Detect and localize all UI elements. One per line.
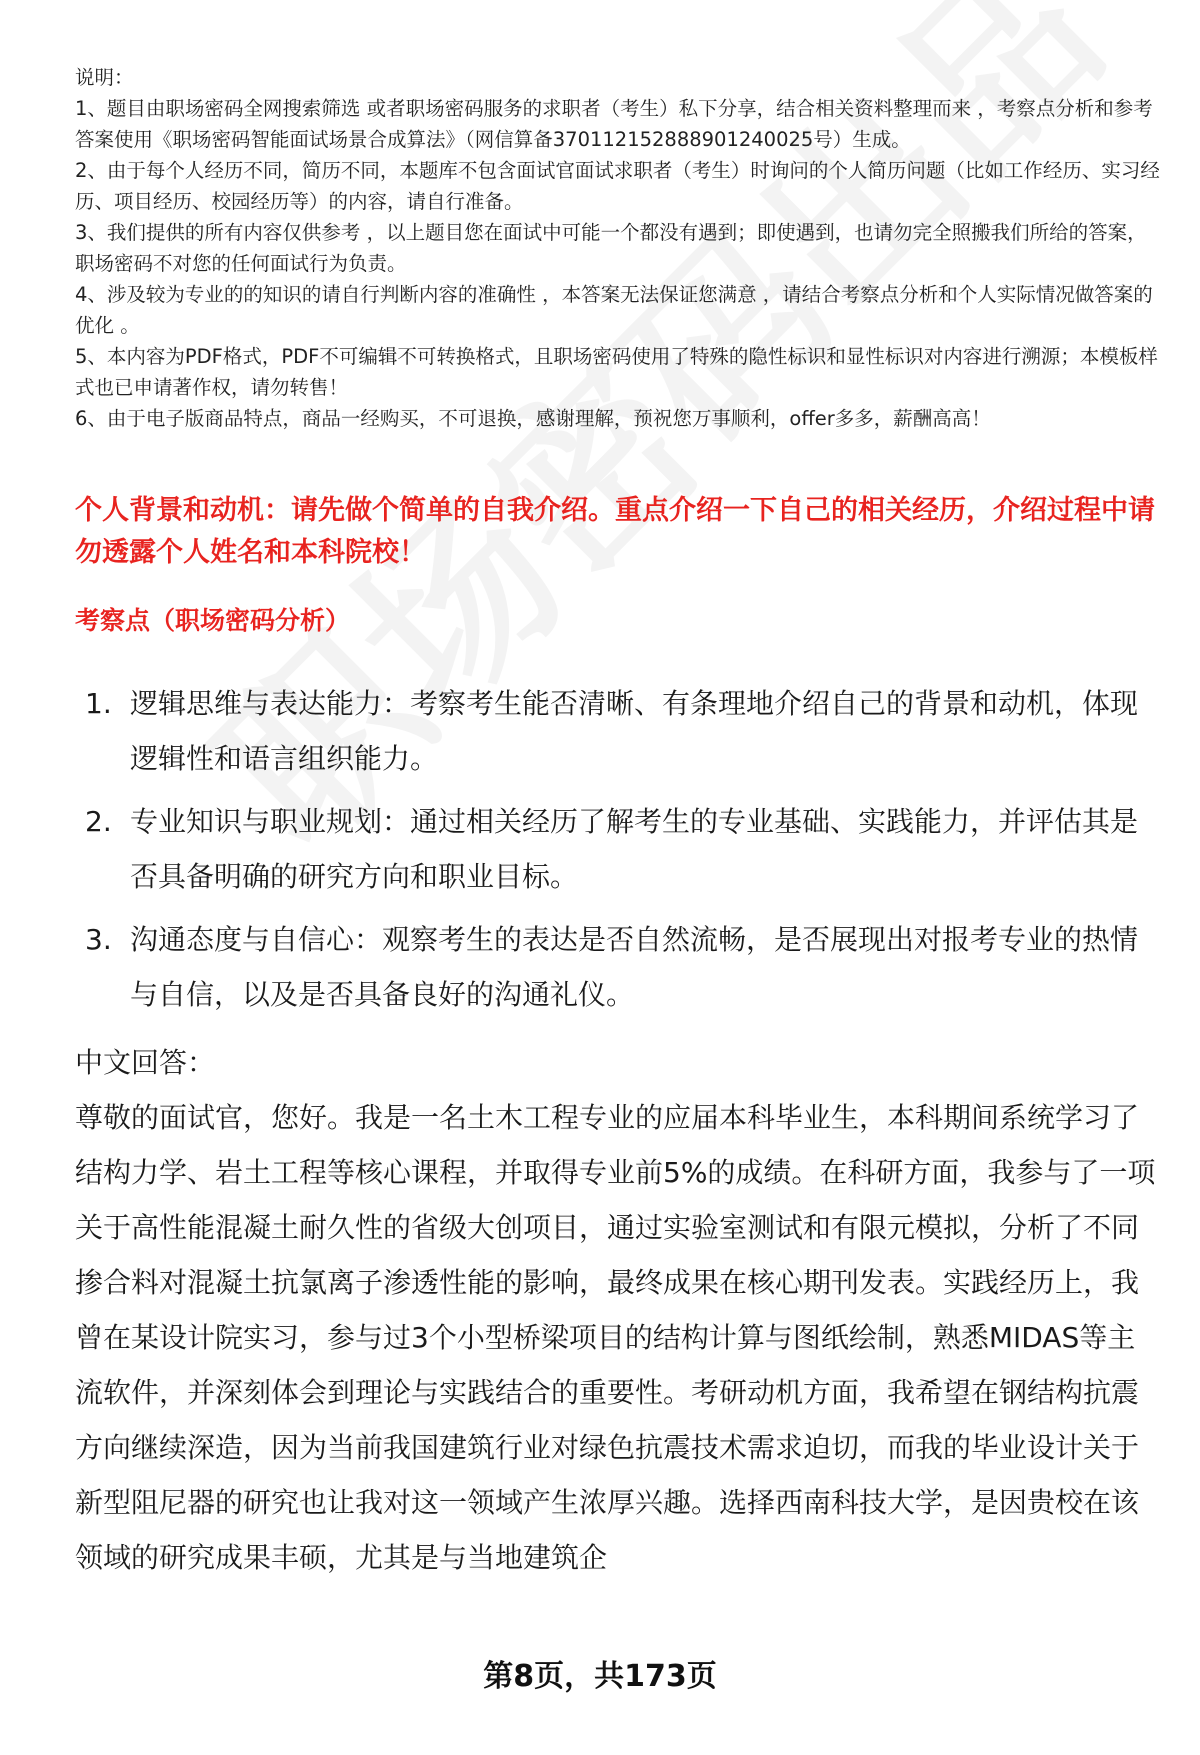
point-text: 逻辑思维与表达能力：考察考生能否清晰、有条理地介绍自己的背景和动机，体现逻辑性和语言组织能力。	[130, 687, 1139, 775]
analysis-point	[85, 912, 1160, 1022]
notes-title: 说明：	[75, 66, 134, 89]
analysis-point	[85, 794, 1160, 904]
note-item: 6、由于电子版商品特点，商品一经购买，不可退换，感谢理解，预祝您万事顺利，offer多多，薪酬高高！	[75, 407, 991, 430]
answer-section	[75, 1035, 1160, 1585]
note-item: 4、涉及较为专业的的知识的请自行判断内容的准确性 ，本答案无法保证您满意 ，请结合考察点分析和个人实际情况做答案的优化 。	[75, 283, 1153, 337]
analysis-points	[85, 676, 1160, 1030]
analysis-heading: 考察点（职场密码分析）	[75, 606, 351, 635]
page-footer: 第8页，共173页	[483, 1659, 717, 1694]
point-number: 3.	[85, 923, 112, 956]
note-item: 1、题目由职场密码全网搜索筛选 或者职场密码服务的求职者（考生）私下分享，结合相关资料整理而来 ，考察点分析和参考答案使用《职场密码智能面试场景合成算法》（网信算备370112152888901240025号）生成。	[75, 97, 1153, 151]
notes-section	[75, 62, 1160, 434]
analysis-point	[85, 676, 1160, 786]
note-item: 2、由于每个人经历不同，简历不同，本题库不包含面试官面试求职者（考生）时询问的个人简历问题（比如工作经历、实习经历、项目经历、校园经历等）的内容，请自行准备。	[75, 159, 1160, 213]
point-number: 2.	[85, 805, 112, 838]
note-item: 5、本内容为PDF格式，PDF不可编辑不可转换格式，且职场密码使用了特殊的隐性标识和显性标识对内容进行溯源；本模板样式也已申请著作权，请勿转售！	[75, 345, 1158, 399]
answer-text: 尊敬的面试官，您好。我是一名土木工程专业的应届本科毕业生，本科期间系统学习了结构力学、岩土工程等核心课程，并取得专业前5%的成绩。在科研方面，我参与了一项关于高性能混凝土耐久性的省级大创项目，通过实验室测试和有限元模拟，分析了不同掺合料对混凝土抗氯离子渗透性能的影响，最终成果在核心期刊发表。实践经历上，我曾在某设计院实习，参与过3个小型桥梁项目的结构计算与图纸绘制，熟悉MIDAS等主流软件，并深刻体会到理论与实践结合的重要性。考研动机方面，我希望在钢结构抗震方向继续深造，因为当前我国建筑行业对绿色抗震技术需求迫切，而我的毕业设计关于新型阻尼器的研究也让我对这一领域产生浓厚兴趣。选择西南科技大学，是因贵校在该领域的研究成果丰硕，尤其是与当地建筑企	[75, 1101, 1156, 1574]
point-text: 沟通态度与自信心：观察考生的表达是否自然流畅，是否展现出对报考专业的热情与自信，以及是否具备良好的沟通礼仪。	[130, 923, 1139, 1011]
note-item: 3、我们提供的所有内容仅供参考 ，以上题目您在面试中可能一个都没有遇到；即使遇到，也请勿完全照搬我们所给的答案，职场密码不对您的任何面试行为负责。	[75, 221, 1147, 275]
question-heading: 个人背景和动机：请先做个简单的自我介绍。重点介绍一下自己的相关经历，介绍过程中请勿透露个人姓名和本科院校！	[75, 495, 1155, 568]
point-text: 专业知识与职业规划：通过相关经历了解考生的专业基础、实践能力，并评估其是否具备明确的研究方向和职业目标。	[130, 805, 1139, 893]
answer-label: 中文回答：	[75, 1046, 216, 1079]
point-number: 1.	[85, 687, 112, 720]
